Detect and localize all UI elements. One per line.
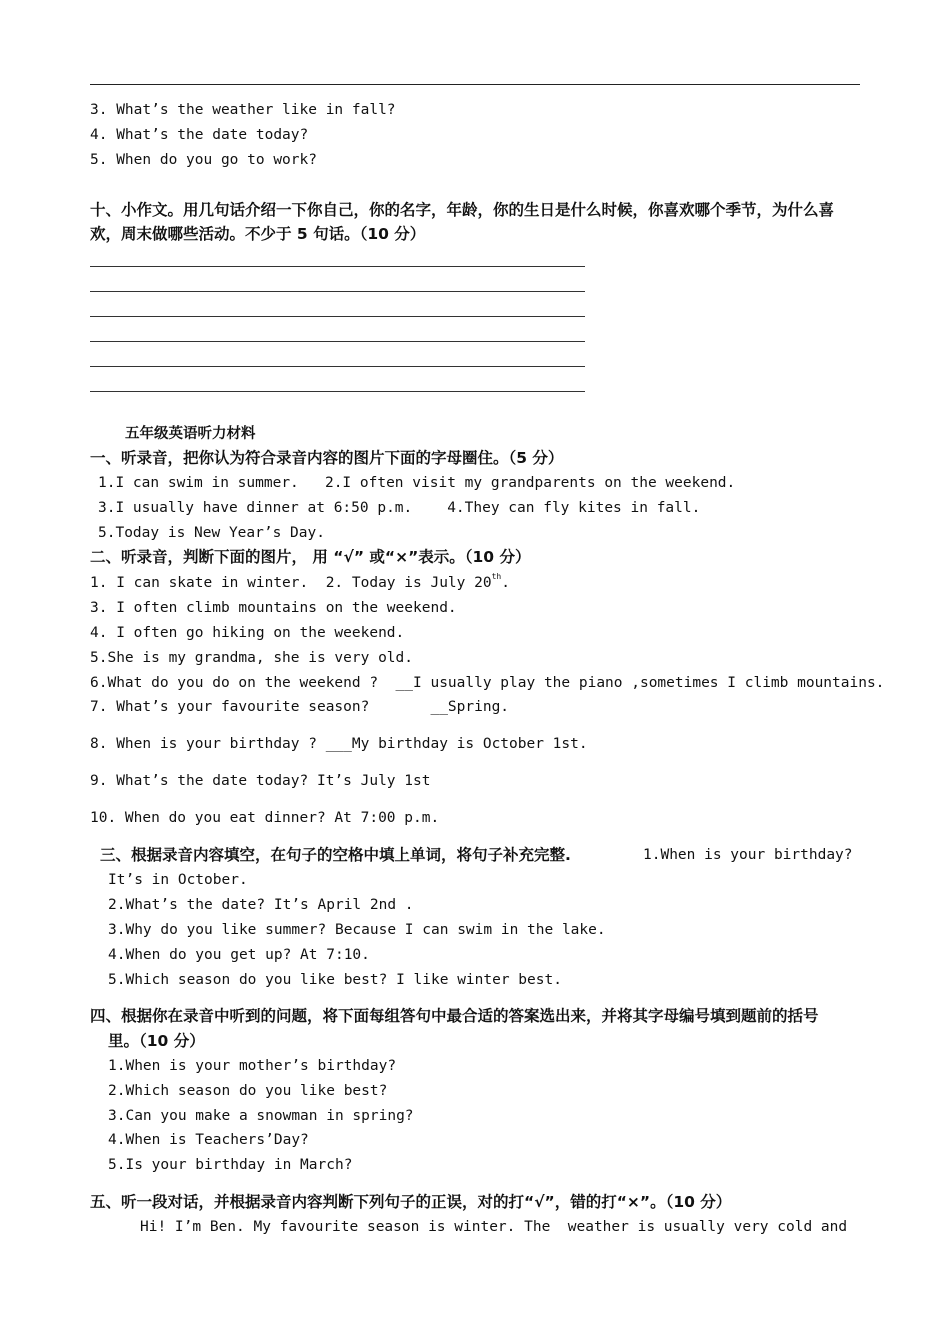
section4-line: 4.When is Teachers’Day? <box>108 1132 309 1148</box>
top-question-3: 3. What’s the weather like in fall? <box>90 102 396 118</box>
section2-heading: 二、听录音，判断下面的图片， 用 “√” 或“×”表示。（10 分） <box>90 548 531 566</box>
section5-heading: 五、听一段对话，并根据录音内容判断下列句子的正误，对的打“√”，错的打“×”。（10 分） <box>90 1193 732 1211</box>
section1-line: 5.Today is New Year’s Day. <box>98 525 325 541</box>
material-title: 五年级英语听力材料 <box>125 426 256 442</box>
section2-line: 4. I often go hiking on the weekend. <box>90 625 405 641</box>
section2-line1-end: . <box>501 575 510 591</box>
section4-heading-line1: 四、根据你在录音中听到的问题，将下面每组答句中最合适的答案选出来，并将其字母编号填到题前的括号 <box>90 1007 819 1025</box>
writing-line <box>90 291 585 292</box>
section1-line: 1.I can swim in summer. 2.I often visit my grandparents on the weekend. <box>98 475 736 491</box>
section2-line: 5.She is my grandma, she is very old. <box>90 650 414 666</box>
section2-line: 7. What’s your favourite season? __Spring. <box>90 699 510 715</box>
writing-line <box>90 366 585 367</box>
section4-line: 5.Is your birthday in March? <box>108 1157 353 1173</box>
section4-line: 2.Which season do you like best? <box>108 1083 388 1099</box>
section2-line: 8. When is your birthday ? ___My birthday is October 1st. <box>90 736 588 752</box>
section2-line: 9. What’s the date today? It’s July 1st <box>90 773 431 789</box>
section2-line: 10. When do you eat dinner? At 7:00 p.m. <box>90 810 440 826</box>
section2-line: 6.What do you do on the weekend ? __I usually play the piano ,sometimes I climb mountains. <box>90 675 885 691</box>
section4-line: 3.Can you make a snowman in spring? <box>108 1108 414 1124</box>
header-rule <box>90 84 860 85</box>
essay-heading-line2: 欢，周末做哪些活动。不少于 5 句话。（10 分） <box>90 225 426 243</box>
section4-line: 1.When is your mother’s birthday? <box>108 1058 397 1074</box>
section3-question-1: 1.When is your birthday? <box>643 847 853 863</box>
section1-line: 3.I usually have dinner at 6:50 p.m. 4.They can fly kites in fall. <box>98 500 701 516</box>
section1-heading: 一、听录音，把你认为符合录音内容的图片下面的字母圈住。（5 分） <box>90 449 564 467</box>
section3-heading: 三、根据录音内容填空，在句子的空格中填上单词，将句子补充完整. <box>100 846 571 864</box>
section2-line: 3. I often climb mountains on the weekend. <box>90 600 457 616</box>
section3-line: It’s in October. <box>108 872 248 888</box>
section2-line1-text: 1. I can skate in winter. 2. Today is July 20 <box>90 575 492 591</box>
writing-line <box>90 391 585 392</box>
section3-line: 4.When do you get up? At 7:10. <box>108 947 370 963</box>
top-question-5: 5. When do you go to work? <box>90 152 317 168</box>
writing-line <box>90 341 585 342</box>
top-question-4: 4. What’s the date today? <box>90 127 309 143</box>
section4-heading-line2: 里。（10 分） <box>108 1032 205 1050</box>
writing-line <box>90 266 585 267</box>
ordinal-suffix: th <box>491 572 502 581</box>
section2-line <box>90 573 510 593</box>
writing-line <box>90 316 585 317</box>
section5-passage: Hi! I’m Ben. My favourite season is winter. The weather is usually very cold and <box>140 1219 848 1235</box>
essay-heading-line1: 十、小作文。用几句话介绍一下你自己，你的名字，年龄，你的生日是什么时候，你喜欢哪个季节，为什么喜 <box>90 201 835 219</box>
section3-line: 5.Which season do you like best? I like winter best. <box>108 972 562 988</box>
section3-line: 3.Why do you like summer? Because I can swim in the lake. <box>108 922 606 938</box>
section3-line: 2.What’s the date? It’s April 2nd . <box>108 897 414 913</box>
